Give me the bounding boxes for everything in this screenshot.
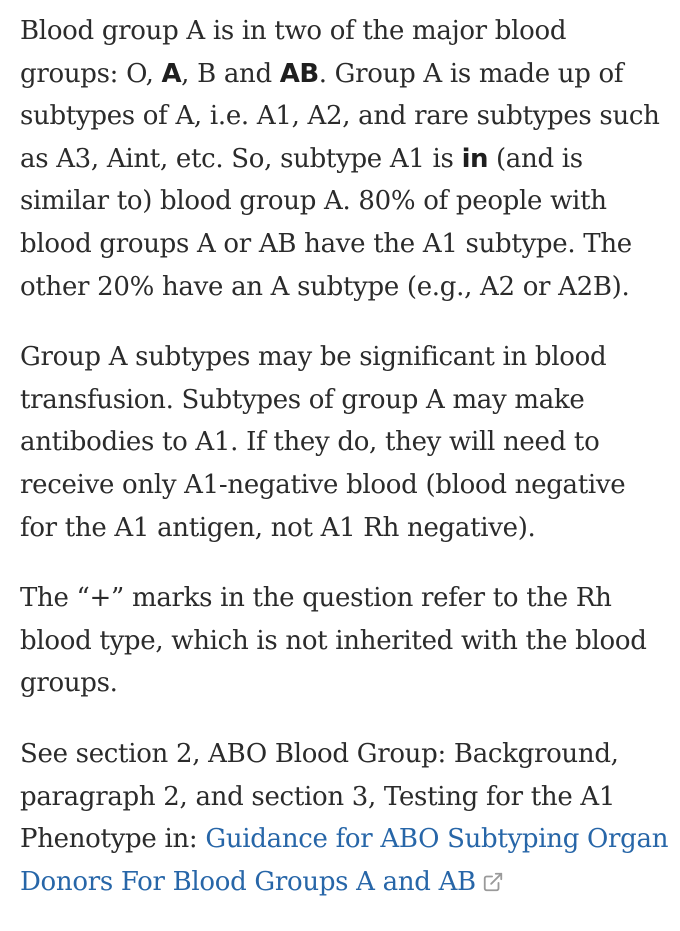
guidance-link-text: Guidance for ABO Subtyping Organ Donors For Blood Groups A and AB [20, 824, 669, 897]
paragraph-subtypes [20, 10, 670, 308]
p1-bold-in: in [461, 143, 488, 174]
p1-text-2: , B and [181, 58, 280, 89]
external-link-icon [482, 871, 504, 893]
paragraph-transfusion: Group A subtypes may be significant in blood transfusion. Subtypes of group A may make antibodies to A1. If they do, they will need to receive only A1-negative blood (blood negative for the A1 antigen, not A1 Rh negative). [20, 342, 626, 543]
p4-text: See section 2, ABO Blood Group: Background, paragraph 2, and section 3, Testing for the A1 Phenotype in: [20, 738, 619, 855]
p1-text-3: . Group A is made up of subtypes of A, i.e. A1, A2, and rare subtypes such as A3, Aint, etc. So, subtype A1 is [20, 58, 660, 174]
paragraph-reference [20, 733, 670, 903]
p1-bold-a: A [161, 58, 182, 89]
p1-text-4: (and is similar to) blood group A. 80% of people with blood groups A or AB have the A1 subtype. The other 20% have an A subtype (e.g., A2 or A2B). [20, 143, 632, 302]
answer-body [20, 10, 670, 931]
p1-text-1: Blood group A is in two of the major blood groups: O, [20, 16, 567, 89]
paragraph-rh: The “+” marks in the question refer to the Rh blood type, which is not inherited with the blood groups. [20, 583, 647, 699]
p1-bold-ab: AB [279, 58, 319, 89]
